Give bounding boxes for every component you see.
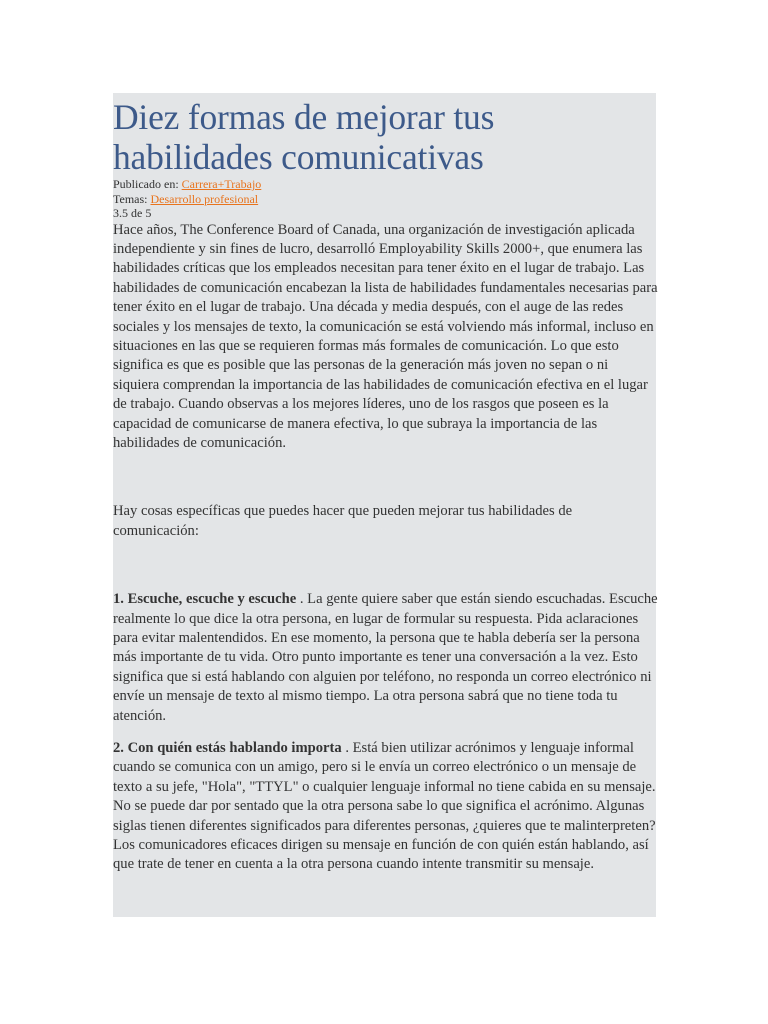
published-label: Publicado en: <box>113 177 179 191</box>
category-link[interactable]: Carrera+Trabajo <box>181 177 262 191</box>
topics-line <box>113 192 658 207</box>
spacer <box>113 541 658 590</box>
spacer <box>113 453 658 502</box>
item-text: . La gente quiere saber que están siendo escuchadas. Escuche realmente lo que dice la otra persona, en lugar de formular su respuesta. Pida aclaraciones para evitar malentendidos. En ese momento, la persona que te habla debería ser la persona más importante de tu vida. Otro punto importante es tener una conversación a la vez. Esto significa que si está hablando con alguien por teléfono, no responda un correo electrónico ni envíe un mensaje de texto al mismo tiempo. La otra persona sabrá que no tiene toda tu atención. <box>113 591 658 724</box>
item-text: . Está bien utilizar acrónimos y lenguaje informal cuando se comunica con un amigo, pero si le envía un correo electrónico o un mensaje de texto a su jefe, "Hola", "TTYL" o cualquier lenguaje informal no tiene cabida en su mensaje. No se puede dar por sentado que la otra persona sabe lo que significa el acrónimo. Algunas siglas tienen diferentes significados para diferentes personas, ¿quieres que te malinterpreten? Los comunicadores eficaces dirigen su mensaje en función de con quién están hablando, así que trate de tener en cuenta a la otra persona cuando intente transmitir su mensaje. <box>113 740 656 873</box>
item-heading: 2. Con quién estás hablando importa <box>113 740 342 757</box>
list-item <box>113 739 658 875</box>
article <box>113 93 658 875</box>
rating: 3.5 de 5 <box>113 206 152 220</box>
item-heading: 1. Escuche, escuche y escuche <box>113 591 297 608</box>
article-title: Diez formas de mejorar tus habilidades comunicativas <box>113 97 495 177</box>
spacer <box>113 726 658 739</box>
topic-link[interactable]: Desarrollo profesional <box>150 191 259 206</box>
intro-paragraph: Hace años, The Conference Board of Canada, una organización de investigación aplicada independiente y sin fines de lucro, desarrolló Employability Skills 2000+, que enumera las habilidades críticas que los empleados necesitan para tener éxito en el lugar de trabajo. Las habilidades de comunicación encabezan la lista de habilidades fundamentales necesarias para tener éxito en el lugar de trabajo. Una década y media después, con el auge de las redes sociales y los mensajes de texto, la comunicación se está volviendo más informal, incluso en situaciones en las que se requieren formas más formales de comunicación. Lo que esto significa es que es posible que las personas de la generación más joven no sepan o ni siquiera comprendan la importancia de las habilidades de comunicación efectiva en el lugar de trabajo. Cuando observas a los mejores líderes, uno de los rasgos que poseen es la capacidad de comunicarse de manera efectiva, lo que subraya la importancia de las habilidades de comunicación. <box>113 221 658 451</box>
published-line <box>113 177 658 192</box>
lead-paragraph: Hay cosas específicas que puedes hacer que pueden mejorar tus habilidades de comunicación: <box>113 503 573 539</box>
topics-label: Temas: <box>113 191 148 206</box>
list-item <box>113 590 658 726</box>
